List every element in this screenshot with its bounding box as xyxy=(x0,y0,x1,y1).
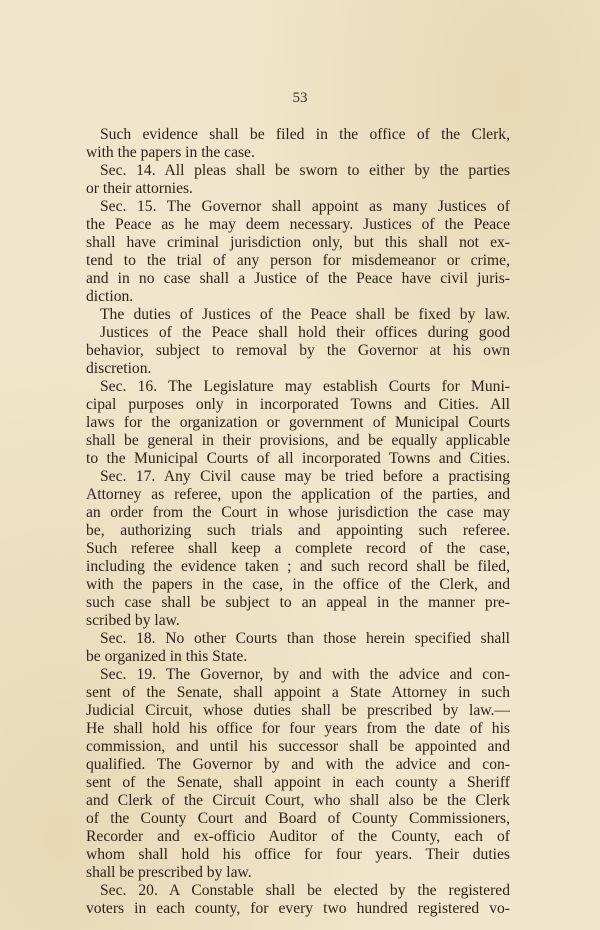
text-line: be, authorizing such trials and appointing such referee. xyxy=(86,522,510,539)
text-line: Sec. 20. A Constable shall be elected by the registered xyxy=(100,882,510,899)
text-line: The duties of Justices of the Peace shall be fixed by law. xyxy=(100,306,510,323)
text-line: Sec. 16. The Legislature may establish Courts for Muni- xyxy=(100,378,510,395)
text-line: an order from the Court in whose jurisdiction the case may xyxy=(86,504,510,521)
text-line: laws for the organization or government of Municipal Courts xyxy=(86,414,510,431)
text-line: shall be general in their provisions, and be equally applicable xyxy=(86,432,510,449)
text-line: the Peace as he may deem necessary. Justices of the Peace xyxy=(86,216,510,233)
text-line: Such evidence shall be filed in the office of the Clerk, xyxy=(100,126,510,143)
body-text xyxy=(86,126,510,918)
text-line: sent of the Senate, shall appoint a State Attorney in such xyxy=(86,684,510,701)
text-line: to the Municipal Courts of all incorporated Towns and Cities. xyxy=(86,450,510,467)
text-line: discretion. xyxy=(86,360,152,377)
text-line: qualified. The Governor by and with the advice and con- xyxy=(86,756,510,773)
text-line: behavior, subject to removal by the Governor at his own xyxy=(86,342,510,359)
text-line: Such referee shall keep a complete record of the case, xyxy=(86,540,510,557)
text-line: such case shall be subject to an appeal in the manner pre- xyxy=(86,594,510,611)
text-line: commission, and until his successor shall be appointed and xyxy=(86,738,510,755)
text-line: and Clerk of the Circuit Court, who shall also be the Clerk xyxy=(86,792,510,809)
text-line: with the papers in the case, in the office of the Clerk, and xyxy=(86,576,510,593)
text-line: Attorney as referee, upon the application of the parties, and xyxy=(86,486,510,503)
text-line: Sec. 17. Any Civil cause may be tried before a practising xyxy=(100,468,510,485)
text-line: shall be prescribed by law. xyxy=(86,864,252,881)
text-line: and in no case shall a Justice of the Peace have civil juris- xyxy=(86,270,510,287)
text-line: cipal purposes only in incorporated Towns and Cities. All xyxy=(86,396,510,413)
text-line: scribed by law. xyxy=(86,612,180,629)
text-line: Judicial Circuit, whose duties shall be prescribed by law.— xyxy=(86,702,510,719)
text-line: Recorder and ex-officio Auditor of the County, each of xyxy=(86,828,510,845)
text-line: Sec. 14. All pleas shall be sworn to either by the parties xyxy=(100,162,510,179)
text-line: or their attornies. xyxy=(86,180,193,197)
text-line: Sec. 18. No other Courts than those herein specified shall xyxy=(100,630,510,647)
text-line: voters in each county, for every two hundred registered vo- xyxy=(86,900,510,917)
text-line: be organized in this State. xyxy=(86,648,248,665)
text-line: whom shall hold his office for four years. Their duties xyxy=(86,846,510,863)
text-line: diction. xyxy=(86,288,134,305)
page-number: 53 xyxy=(292,90,308,106)
text-line: sent of the Senate, shall appoint in each county a Sheriff xyxy=(86,774,510,791)
text-line: He shall hold his office for four years from the date of his xyxy=(86,720,510,737)
text-line: shall have criminal jurisdiction only, but this shall not ex- xyxy=(86,234,510,251)
text-line: with the papers in the case. xyxy=(86,144,255,161)
text-line: Justices of the Peace shall hold their offices during good xyxy=(100,324,510,341)
text-line: of the County Court and Board of County Commissioners, xyxy=(86,810,510,827)
text-line: Sec. 15. The Governor shall appoint as many Justices of xyxy=(100,198,510,215)
text-line: Sec. 19. The Governor, by and with the advice and con- xyxy=(100,666,510,683)
text-line: tend to the trial of any person for misdemeanor or crime, xyxy=(86,252,510,269)
text-line: including the evidence taken ; and such record shall be filed, xyxy=(86,558,510,575)
